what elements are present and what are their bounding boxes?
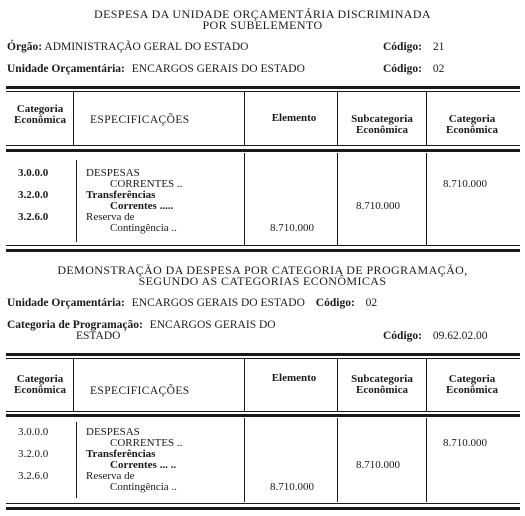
table2-elemento-value: 8.710.000 xyxy=(270,481,314,493)
table2-bottom-rule xyxy=(6,503,520,504)
section1-orgao-codigo xyxy=(383,41,444,53)
orgao-codigo-value: 21 xyxy=(432,41,445,53)
table1-code-row3: 3.2.6.0 xyxy=(18,211,49,223)
table1-spec-row3-line2: Contingência .. xyxy=(110,222,177,234)
codigo-label: Código: xyxy=(383,63,422,75)
section2-title-line2: SEGUNDO AS CATEGORIAS ECONÔMICAS xyxy=(138,274,387,288)
table1-spec-row3-line1: Reserva de xyxy=(86,211,135,223)
table1-header-elemento: Elemento xyxy=(271,112,317,124)
table1-top-rule xyxy=(6,86,520,89)
unidade-value: ENCARGOS GERAIS DO ESTADO xyxy=(131,297,305,309)
table2-header-categoria: Categoria Econômica xyxy=(14,373,66,396)
table2-code-row2: 3.2.0.0 xyxy=(18,448,49,460)
table1-col-divider xyxy=(244,92,245,145)
table2-code-row1: 3.0.0.0 xyxy=(18,426,49,438)
codigo-label: Código: xyxy=(383,41,422,53)
table1-header-especificacoes: ESPECIFICAÇÕES xyxy=(90,114,190,126)
table1-code-row2: 3.2.0.0 xyxy=(18,189,49,201)
section1-unidade-codigo xyxy=(383,63,444,75)
table2-spec-row3-line2: Contingência .. xyxy=(110,481,177,493)
table1-categoria-value: 8.710.000 xyxy=(443,178,487,190)
table1-header-categoria: Categoria Econômica xyxy=(14,103,66,126)
categoria-prog-codigo-value: 09.62.02.00 xyxy=(432,330,488,342)
table1-col-divider xyxy=(73,92,74,145)
table1-spec-row1-line1: DESPESAS xyxy=(86,167,140,179)
table2-header-rule xyxy=(6,411,520,412)
table1-spec-row2-line2: Correntes ..... xyxy=(110,200,174,212)
table2-code-row3: 3.2.6.0 xyxy=(18,470,49,482)
table2-top-rule-inner xyxy=(6,358,520,359)
categoria-prog-value: ENCARGOS GERAIS DO xyxy=(149,319,276,331)
section2-categoria-prog-row xyxy=(7,319,276,331)
table1-header-categoria-economica: Categoria Econômica xyxy=(446,113,498,136)
table1-subcategoria-value: 8.710.000 xyxy=(356,200,400,212)
table2-body-divider xyxy=(76,422,77,498)
table1-header-subcategoria: Subcategoria Econômica xyxy=(351,113,413,136)
table2-spec-row2-line2: Correntes ... .. xyxy=(110,459,177,471)
unidade-label: Unidade Orçamentária: xyxy=(7,297,125,309)
table2-body-divider xyxy=(244,418,245,502)
codigo-label: Código: xyxy=(383,330,422,342)
table2-subcategoria-value: 8.710.000 xyxy=(356,459,400,471)
table1-code-row1: 3.0.0.0 xyxy=(18,167,49,179)
table1-body-divider xyxy=(76,160,77,242)
orgao-label: Órgão: xyxy=(7,41,43,53)
section1-unidade-row xyxy=(7,63,305,75)
table1-header-rule xyxy=(6,145,520,146)
table1-elemento-value: 8.710.000 xyxy=(270,222,314,234)
section2-unidade-row xyxy=(7,297,377,309)
table2-spec-row2-line1: Transferências xyxy=(86,448,156,460)
table2-body-divider xyxy=(426,418,427,502)
table1-spec-row1-line2: CORRENTES .. xyxy=(110,178,183,190)
table2-col-divider xyxy=(244,359,245,411)
table2-header-subcategoria: Subcategoria Econômica xyxy=(351,373,413,396)
table2-categoria-value: 8.710.000 xyxy=(443,437,487,449)
table1-body-divider xyxy=(426,153,427,245)
table2-bottom-rule-thick xyxy=(6,507,520,510)
table1-bottom-rule xyxy=(6,245,520,246)
categoria-prog-value-line2: ESTADO xyxy=(76,330,121,342)
codigo-label: Código: xyxy=(315,297,355,309)
categoria-prog-label: Categoria de Programação: xyxy=(7,319,143,331)
table2-spec-row3-line1: Reserva de xyxy=(86,470,135,482)
table1-body-divider xyxy=(337,153,338,245)
section2-categoria-prog-codigo xyxy=(383,330,487,342)
table1-body-divider xyxy=(244,153,245,245)
table2-spec-row1-line1: DESPESAS xyxy=(86,426,140,438)
table2-header-rule-thick xyxy=(6,414,520,417)
unidade-label: Unidade Orçamentária: xyxy=(7,63,125,75)
orgao-value: ADMINISTRAÇÃO GERAL DO ESTADO xyxy=(44,41,249,53)
section1-title-line2: POR SUBELEMENTO xyxy=(202,18,323,32)
section2-title-line1: DEMONSTRAÇÃO DA DESPESA POR CATEGORIA DE PROGRAMAÇÃO, xyxy=(57,263,468,277)
table2-body-divider xyxy=(337,418,338,502)
table2-col-divider xyxy=(73,359,74,411)
table2-spec-row1-line2: CORRENTES .. xyxy=(110,437,183,449)
section1-title-line1: DESPESA DA UNIDADE ORÇAMENTÁRIA DISCRIMINADA xyxy=(94,7,431,21)
table1-header-rule-thick xyxy=(6,149,520,152)
table2-header-elemento: Elemento xyxy=(271,372,317,384)
table2-header-especificacoes: ESPECIFICAÇÕES xyxy=(90,385,190,397)
unidade-codigo-value: 02 xyxy=(432,63,445,75)
table1-top-rule-inner xyxy=(6,91,520,92)
unidade-value: ENCARGOS GERAIS DO ESTADO xyxy=(131,63,305,75)
table2-top-rule xyxy=(6,353,520,356)
unidade-codigo-value: 02 xyxy=(365,297,378,309)
table1-bottom-rule-thick xyxy=(6,249,520,252)
section1-orgao-row xyxy=(7,41,248,53)
table2-header-categoria-economica: Categoria Econômica xyxy=(446,373,498,396)
table1-spec-row2-line1: Transferências xyxy=(86,189,156,201)
